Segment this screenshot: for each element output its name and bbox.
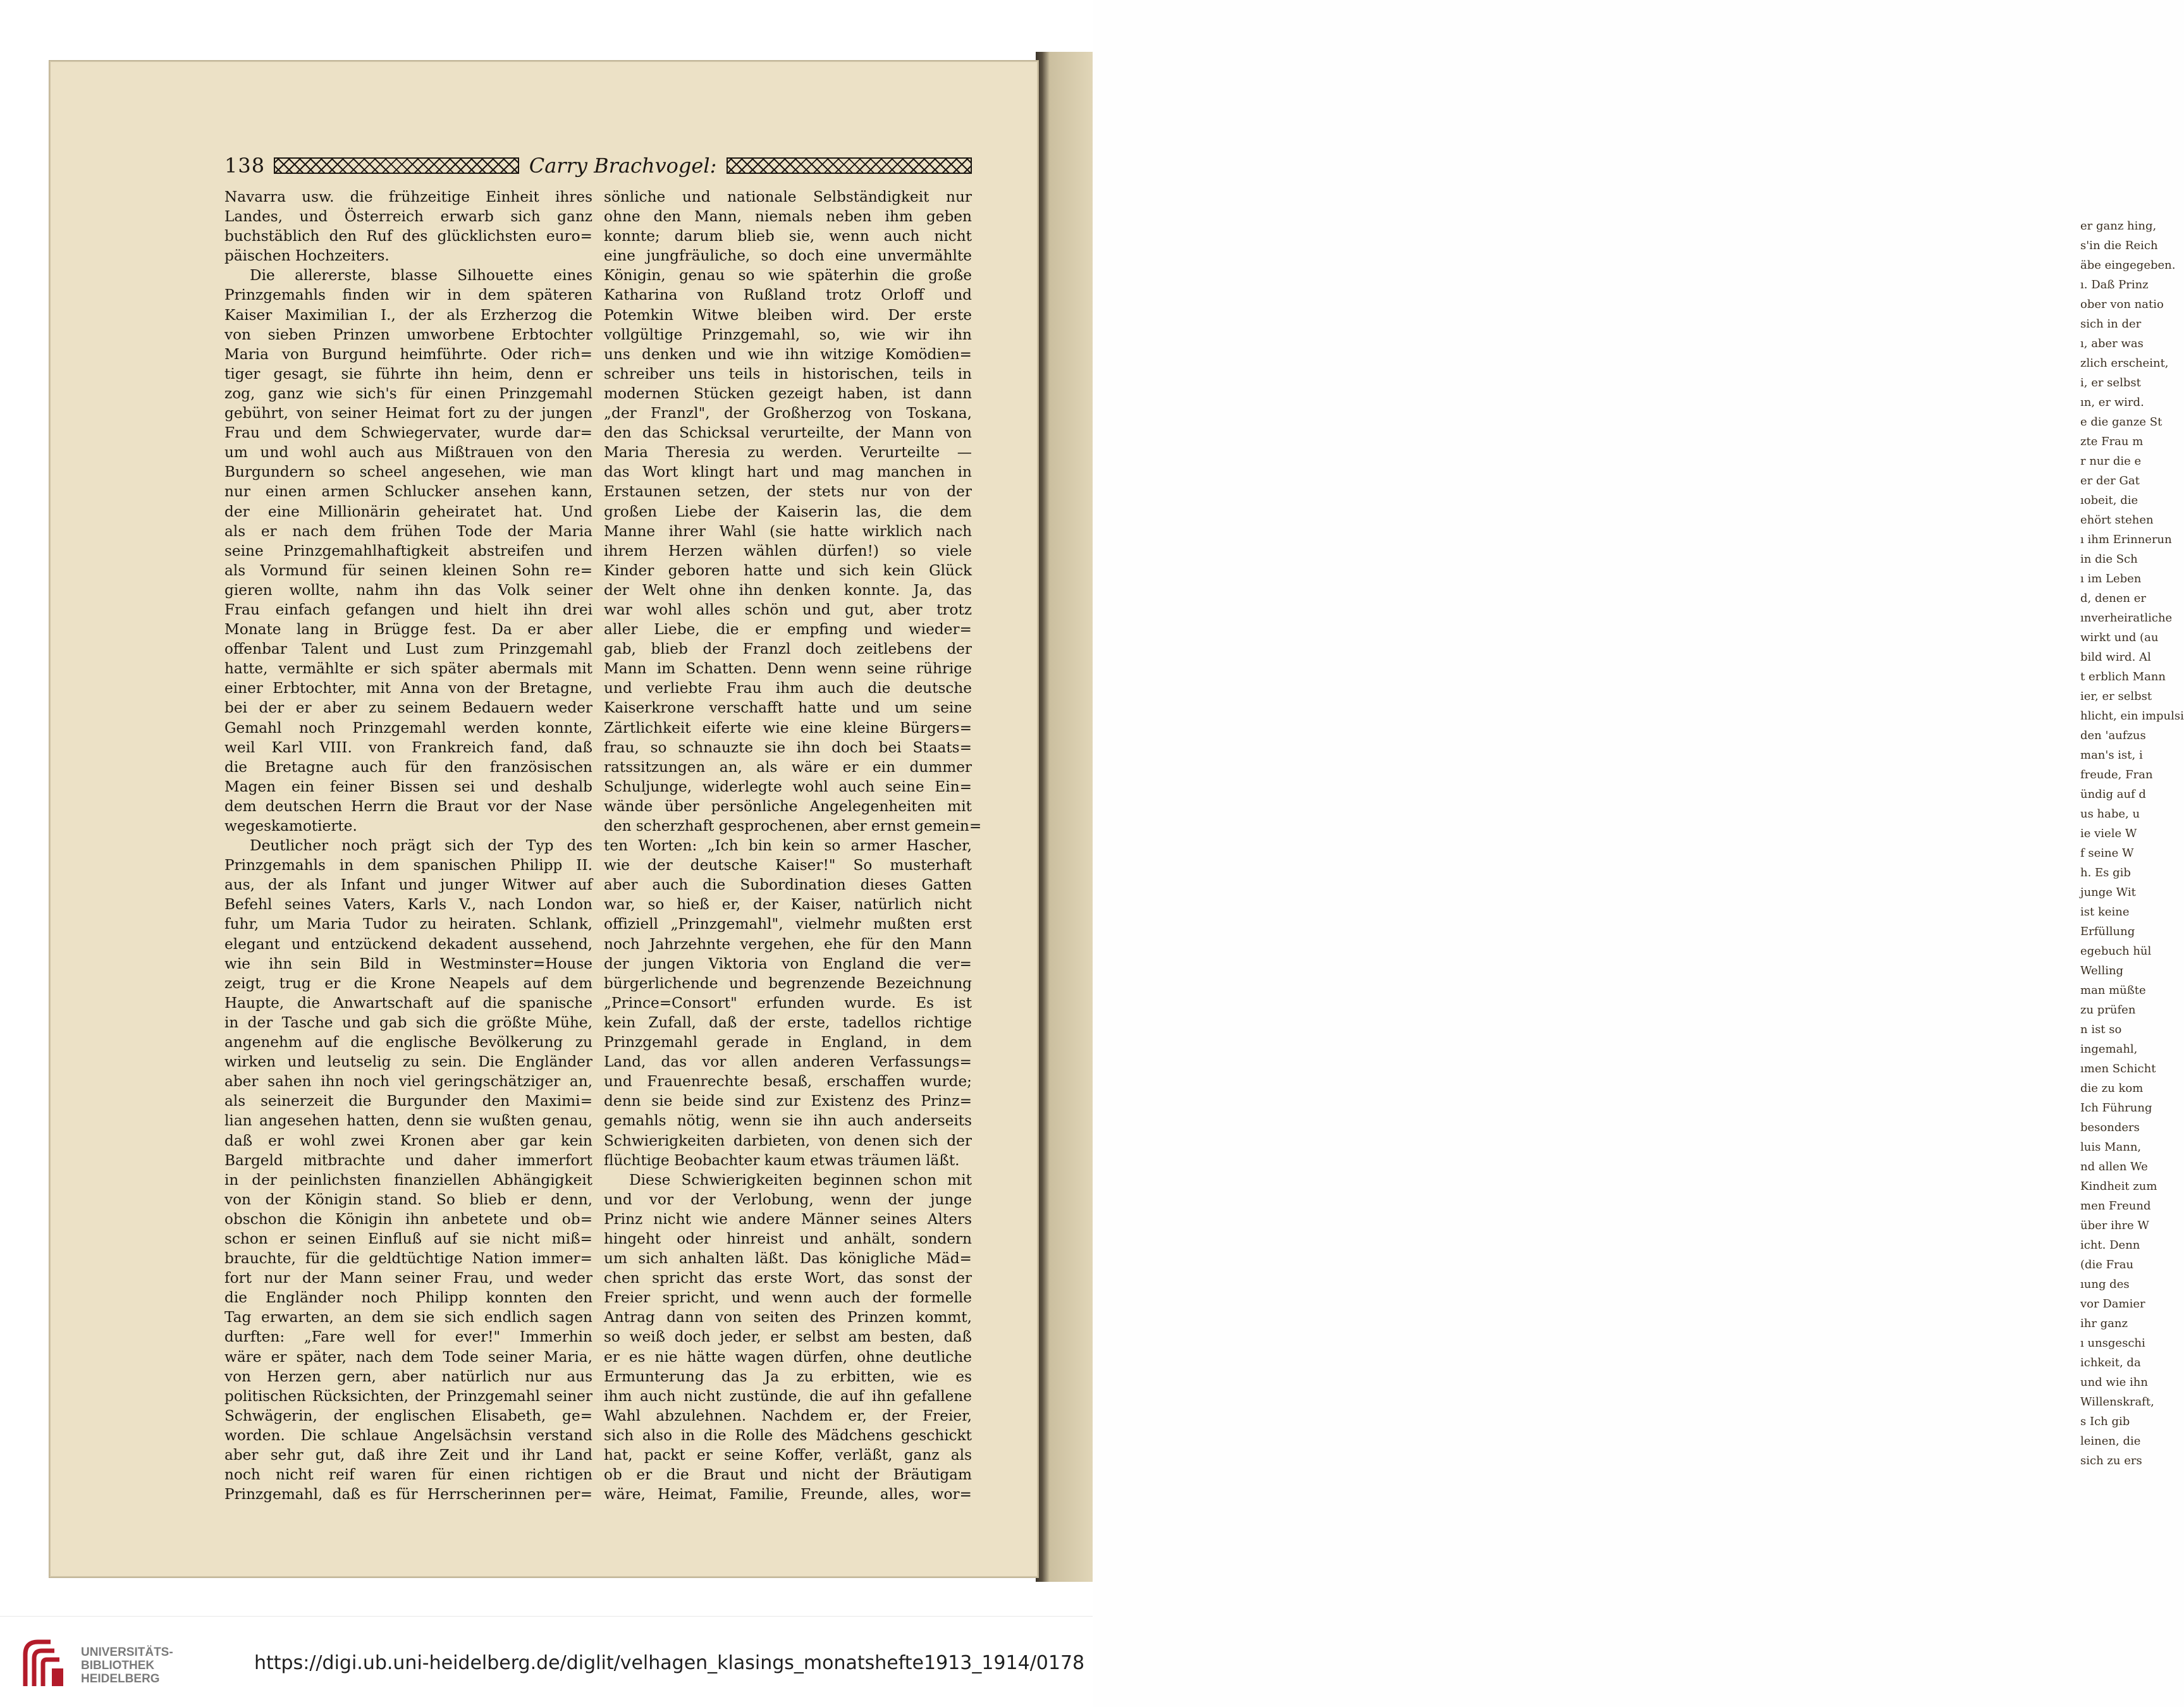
text-line: Frau einfach gefangen und hielt ihn drei — [224, 601, 592, 618]
facing-page-line: Willenskraft, — [2080, 1395, 2154, 1409]
text-line: von sieben Prinzen umworbene Erbtochter — [224, 326, 592, 343]
facing-page-line: t erblich Mann — [2080, 670, 2166, 683]
facing-page-line: ımen Schicht — [2080, 1062, 2156, 1075]
text-line: worden. Die schlaue Angelsächsin verstand — [224, 1426, 592, 1444]
text-line: durften: „Fare well for ever!" Immerhin — [224, 1328, 592, 1346]
text-line: aller Liebe, die er empfing und wieder= — [604, 621, 972, 639]
text-line: er es nie hätte wagen dürfen, ohne deutliche — [604, 1348, 972, 1366]
facing-page-line: freude, Fran — [2080, 768, 2153, 781]
text-line: Schuljunge, widerlegte wohl auch seine Ein= — [604, 778, 972, 795]
text-line: hatte, vermählte er sich später abermals mit — [224, 660, 592, 678]
facing-page-line: leinen, die — [2080, 1435, 2141, 1448]
facing-page-text — [2080, 216, 2184, 1467]
text-line: Kaiser Maximilian I., der als Erzherzog die — [224, 306, 592, 324]
text-line: Kaiserkrone verschafft hatte und um seine — [604, 699, 972, 717]
text-line: um sich anhalten läßt. Das königliche Mäd= — [604, 1250, 972, 1268]
facing-page-line: n ist so — [2080, 1023, 2122, 1036]
text-line: zog, ganz wie sich's für einen Prinzgemahl — [224, 384, 592, 402]
facing-page-line: den 'aufzus — [2080, 729, 2146, 742]
text-line: Prinzgemahls finden wir in dem späteren — [224, 286, 592, 304]
facing-page-line: sich in der — [2080, 317, 2142, 331]
text-line: elegant und entzückend dekadent aussehend, — [224, 935, 592, 953]
text-line: bei der er aber zu seinem Bedauern weder — [224, 699, 592, 717]
university-logo-icon[interactable] — [19, 1636, 70, 1692]
facing-page-line: ı. Daß Prinz — [2080, 278, 2149, 291]
text-line: daß er wohl zwei Kronen aber gar kein — [224, 1132, 592, 1149]
text-line: Land, das vor allen anderen Verfassungs= — [604, 1053, 972, 1071]
text-line: Prinzgemahls in dem spanischen Philipp II. — [224, 857, 592, 874]
facing-page-line: ı ihm Erinnerun — [2080, 533, 2172, 546]
text-line: der jungen Viktoria von England die ver= — [604, 955, 972, 972]
facing-page-line: egebuch hül — [2080, 945, 2152, 958]
text-line: aber sehr gut, daß ihre Zeit und ihr Land — [224, 1447, 592, 1464]
text-line: vollgültige Prinzgemahl, so, wie wir ihn — [604, 326, 972, 343]
text-line: das Wort klingt hart und mag manchen in — [604, 463, 972, 481]
facing-page-line: ehört stehen — [2080, 513, 2154, 527]
facing-page-line: us habe, u — [2080, 807, 2140, 821]
text-line: Burgundern so scheel angesehen, wie man — [224, 463, 592, 481]
text-line: von Herzen gern, aber natürlich nur aus — [224, 1367, 592, 1385]
text-line: Potemkin Witwe bleiben wird. Der erste — [604, 306, 972, 324]
text-line: ohne den Mann, niemals neben ihm geben — [604, 208, 972, 226]
text-line: Maria von Burgund heimführte. Oder rich= — [224, 345, 592, 363]
text-line: wegeskamotierte. — [224, 817, 357, 835]
text-line: als seinerzeit die Burgunder den Maximi= — [224, 1092, 592, 1110]
text-line: Frau und dem Schwiegervater, wurde dar= — [224, 424, 592, 442]
facing-page-line: hlicht, ein impulsi — [2080, 709, 2184, 723]
text-line: wirken und leutselig zu sein. Die Engländer — [224, 1053, 592, 1071]
text-line: aus, der als Infant und junger Witwer auf — [224, 876, 592, 894]
text-line: Zärtlichkeit eiferte wie eine kleine Bürgers= — [604, 719, 972, 737]
text-line: politischen Rücksichten, der Prinzgemahl seiner — [224, 1387, 592, 1405]
text-column-left — [224, 187, 592, 1504]
facing-page-line: Ich Führung — [2080, 1101, 2152, 1115]
text-line: den das Schicksal verurteilte, der Mann von — [604, 424, 972, 442]
facing-page-line: e die ganze St — [2080, 415, 2163, 429]
facing-page-line: ınverheiratliche — [2080, 611, 2173, 625]
text-line: Prinz nicht wie andere Männer seines Alters — [604, 1210, 972, 1228]
facing-page-line: man's ist, i — [2080, 749, 2143, 762]
text-line: wie ihn sein Bild in Westminster=House — [224, 955, 592, 972]
text-line: weil Karl VIII. von Frankreich fand, daß — [224, 738, 592, 756]
text-line: konnte; darum blieb sie, wenn auch nicht — [604, 228, 972, 245]
facing-page-line: Kindheit zum — [2080, 1180, 2157, 1193]
facing-page-line: er ganz hing, — [2080, 219, 2157, 233]
text-line: Katharina von Rußland trotz Orloff und — [604, 286, 972, 304]
institution-line-3: HEIDELBERG — [81, 1672, 160, 1686]
text-line: nur einen armen Schlucker ansehen kann, — [224, 483, 592, 501]
page-header — [224, 152, 972, 180]
text-line: von der Königin stand. So blieb er denn, — [224, 1190, 592, 1208]
text-line: fuhr, um Maria Tudor zu heiraten. Schlank, — [224, 915, 592, 933]
text-line: gab, blieb der Franzl doch zeitlebens der — [604, 640, 972, 658]
facing-page-line: man müßte — [2080, 984, 2146, 997]
text-line: und Frauenrechte besaß, erschaffen wurde; — [604, 1073, 972, 1091]
text-line: modernen Stücken gezeigt haben, ist dann — [604, 384, 972, 402]
facing-page-line: er der Gat — [2080, 474, 2140, 487]
text-line: und vor der Verlobung, wenn der junge — [604, 1190, 972, 1208]
facing-page-line: ihr ganz — [2080, 1317, 2128, 1330]
text-line: Wahl abzulehnen. Nachdem er, der Freier, — [604, 1407, 972, 1424]
text-line: ratssitzungen an, als wäre er ein dummer — [604, 758, 972, 776]
text-line: Freier spricht, und wenn auch der formelle — [604, 1289, 972, 1307]
facing-page-line: ı unsgeschi — [2080, 1337, 2145, 1350]
text-line: Befehl seines Vaters, Karls V., nach London — [224, 896, 592, 914]
facing-page-line: wirkt und (au — [2080, 631, 2159, 644]
text-line: hingeht oder hinreist und anhält, sondern — [604, 1230, 972, 1247]
text-line: in der peinlichsten finanziellen Abhängigkeit — [224, 1171, 592, 1189]
facing-page-line: (die Frau — [2080, 1258, 2134, 1271]
permalink-url[interactable]: https://digi.ub.uni-heidelberg.de/diglit/velhagen_klasings_monatshefte1913_1914/0178 — [254, 1652, 1085, 1674]
text-line: die Bretagne auch für den französischen — [224, 758, 592, 776]
text-line: zeigt, trug er die Krone Neapels auf dem — [224, 974, 592, 992]
text-line: Haupte, die Anwartschaft auf die spanische — [224, 994, 592, 1012]
text-line: Schwierigkeiten darbieten, von denen sich der — [604, 1132, 972, 1149]
text-line: bürgerlichende und begrenzende Bezeichnung — [604, 974, 972, 992]
text-line: Kinder geboren hatte und sich kein Glück — [604, 561, 972, 579]
text-line: ihrem Herzen wählen dürfen!) so viele — [604, 542, 972, 560]
text-line: „Prince=Consort" erfunden wurde. Es ist — [604, 994, 972, 1012]
facing-page-line: ier, er selbst — [2080, 690, 2152, 703]
text-line: Landes, und Österreich erwarb sich ganz — [224, 208, 592, 226]
text-line: Deutlicher noch prägt sich der Typ des — [250, 837, 592, 855]
facing-page-line: ie viele W — [2080, 827, 2137, 840]
text-line: gemahls nötig, wenn sie ihn auch anderseits — [604, 1112, 972, 1130]
facing-page-line: sich zu ers — [2080, 1454, 2142, 1467]
text-line: tiger gesagt, sie führte ihn heim, denn er — [224, 365, 592, 382]
text-line: päischen Hochzeiters. — [224, 247, 390, 265]
text-line: Mann im Schatten. Denn wenn seine rührige — [604, 660, 972, 678]
page-number: 138 — [224, 154, 266, 178]
facing-page-line: ingemahl, — [2080, 1043, 2138, 1056]
text-line: Erstaunen setzen, der stets nur von der — [604, 483, 972, 501]
text-line: Bargeld mitbrachte und daher immerfort — [224, 1151, 592, 1169]
facing-page-line: nd allen We — [2080, 1160, 2148, 1173]
text-line: buchstäblich den Ruf des glücklichsten euro= — [224, 228, 592, 245]
facing-page-line: über ihre W — [2080, 1219, 2149, 1232]
text-line: als er nach dem frühen Tode der Maria — [224, 522, 592, 540]
text-line: der Welt ohne ihn denken konnte. Ja, das — [604, 581, 972, 599]
text-line: eine jungfräuliche, so doch eine unvermählte — [604, 247, 972, 265]
text-line: schon er seinen Einfluß auf sie nicht miß= — [224, 1230, 592, 1247]
text-line: Prinzgemahl gerade in England, in dem — [604, 1034, 972, 1051]
text-line: schreiber uns teils in historischen, teils in — [604, 365, 972, 382]
text-line: Gemahl noch Prinzgemahl werden konnte, — [224, 719, 592, 737]
text-line: Diese Schwierigkeiten beginnen schon mit — [629, 1171, 972, 1189]
text-line: Ermunterung das Ja zu erbitten, wie es — [604, 1367, 972, 1385]
text-line: Tag erwarten, an dem sie sich endlich sagen — [224, 1309, 592, 1326]
text-line: Magen ein feiner Bissen sei und deshalb — [224, 778, 592, 795]
institution-line-1: UNIVERSITÄTS- — [81, 1646, 173, 1659]
text-line: obschon die Königin ihn anbetete und ob= — [224, 1210, 592, 1228]
facing-page-line: i, er selbst — [2080, 376, 2141, 389]
facing-page-line: ıung des — [2080, 1278, 2130, 1291]
text-line: aber sahen ihn noch viel geringschätziger an, — [224, 1073, 592, 1091]
text-line: uns denken und wie ihn witzige Komödien= — [604, 345, 972, 363]
text-line: gebührt, von seiner Heimat fort zu der jungen — [224, 405, 592, 422]
text-line: den scherzhaft gesprochenen, aber ernst gemein= — [604, 817, 982, 835]
text-line: Navarra usw. die frühzeitige Einheit ihres — [224, 188, 592, 205]
text-line: lian angesehen hatten, denn sie wußten genau, — [224, 1112, 592, 1130]
facing-page-line: ist keine — [2080, 905, 2130, 919]
text-line: angenehm auf die englische Bevölkerung zu — [224, 1034, 592, 1051]
text-line: war, so hieß er, der Kaiser, natürlich nicht — [604, 896, 972, 914]
facing-page-line: besonders — [2080, 1121, 2140, 1134]
text-line: aber auch die Subordination dieses Gatten — [604, 876, 972, 894]
facing-page-line: die zu kom — [2080, 1082, 2144, 1095]
text-line: Manne ihrer Wahl (sie hatte wirklich nach — [604, 522, 972, 540]
facing-page-line: ichkeit, da — [2080, 1356, 2141, 1369]
text-line: offiziell „Prinzgemahl", vielmehr mußten erst — [604, 915, 972, 933]
text-line: die Engländer noch Philipp konnten den — [224, 1289, 592, 1307]
text-line: in der Tasche und gab sich die größte Mühe, — [224, 1013, 592, 1031]
facing-page-line: icht. Denn — [2080, 1239, 2140, 1252]
text-line: so weiß doch jeder, er selbst am besten, daß — [604, 1328, 972, 1346]
text-line: sich also in die Rolle des Mädchens geschickt — [604, 1426, 972, 1444]
facing-page-line: ı im Leben — [2080, 572, 2142, 585]
text-line: fort nur der Mann seiner Frau, und weder — [224, 1270, 592, 1287]
text-line: hat, packt er seine Koffer, verläßt, ganz als — [604, 1447, 972, 1464]
text-line: Maria Theresia zu werden. Verurteilte — — [604, 444, 972, 462]
facing-page-line: ı, aber was — [2080, 337, 2144, 350]
text-line: einer Erbtochter, mit Anna von der Bretagne, — [224, 680, 592, 697]
text-line: großen Liebe der Kaiserin las, die dem — [604, 503, 972, 520]
text-line: dem deutschen Herrn die Braut vor der Nase — [224, 797, 592, 815]
facing-page-line: ıobeit, die — [2080, 494, 2138, 507]
facing-page-line: Welling — [2080, 964, 2124, 977]
text-line: flüchtige Beobachter kaum etwas träumen läßt. — [604, 1151, 960, 1169]
facing-page-line: und wie ihn — [2080, 1376, 2148, 1389]
text-line: Prinzgemahl, daß es für Herrscherinnen per= — [224, 1486, 592, 1503]
book-binding — [1036, 52, 2184, 1582]
text-line: als Vormund für seinen kleinen Sohn re= — [224, 561, 592, 579]
text-line: wäre, Heimat, Familie, Freunde, alles, wor= — [604, 1486, 972, 1503]
facing-page-line: zte Frau m — [2080, 435, 2144, 448]
facing-page-line: äbe eingegeben. — [2080, 259, 2176, 272]
text-line: war wohl alles schön und gut, aber trotz — [604, 601, 972, 618]
facing-page-line: d, denen er — [2080, 592, 2146, 605]
facing-page-line: zu prüfen — [2080, 1003, 2136, 1017]
text-line: gieren wollte, nahm ihn das Volk seiner — [224, 581, 592, 599]
text-line: seine Prinzgemahlhaftigkeit abstreifen und — [224, 542, 592, 560]
text-line: Königin, genau so wie späterhin die große — [604, 267, 972, 284]
text-line: frau, so schnauzte sie ihn doch bei Staats= — [604, 738, 972, 756]
text-line: Schwägerin, der englischen Elisabeth, ge= — [224, 1407, 592, 1424]
text-line: noch Jahrzehnte vergehen, ehe für den Mann — [604, 935, 972, 953]
text-line: Antrag dann von seiten des Prinzen kommt, — [604, 1309, 972, 1326]
text-line: der eine Millionärin geheiratet hat. Und — [224, 503, 592, 520]
text-line: ten Worten: „Ich bin kein so armer Hascher, — [604, 837, 972, 855]
text-line: „der Franzl", der Großherzog von Toskana, — [604, 405, 972, 422]
viewer-footer — [0, 1616, 1093, 1707]
running-title: Carry Brachvogel: — [529, 154, 717, 178]
institution-name — [81, 1646, 173, 1686]
text-line: ihm auch nicht zustünde, die auf ihn gefallene — [604, 1387, 972, 1405]
facing-page-line: luis Mann, — [2080, 1141, 2142, 1154]
text-line: sönliche und nationale Selbständigkeit nur — [604, 188, 972, 205]
text-line: denn sie beide sind zur Existenz des Prinz= — [604, 1092, 972, 1110]
text-line: noch nicht reif waren für einen richtigen — [224, 1466, 592, 1484]
text-line: Monate lang in Brügge fest. Da er aber — [224, 621, 592, 639]
facing-page-line: zlich erscheint, — [2080, 357, 2169, 370]
facing-page-line: vor Damier — [2080, 1297, 2145, 1311]
facing-page-line: men Freund — [2080, 1199, 2151, 1213]
facing-page-line: bild wird. Al — [2080, 651, 2151, 664]
text-line: und verliebte Frau ihm auch die deutsche — [604, 680, 972, 697]
facing-page-line: r nur die e — [2080, 455, 2142, 468]
facing-page-line: Erfüllung — [2080, 925, 2135, 938]
facing-page-line: ober von natio — [2080, 298, 2164, 311]
text-line: um und wohl auch aus Mißtrauen von den — [224, 444, 592, 462]
text-line: kein Zufall, daß der erste, tadellos richtige — [604, 1013, 972, 1031]
text-line: wäre er später, nach dem Tode seiner Maria, — [224, 1348, 592, 1366]
text-line: wie der deutsche Kaiser!" So musterhaft — [604, 857, 972, 874]
facing-page-line: s Ich gib — [2080, 1415, 2130, 1428]
facing-page-line: s'in die Reich — [2080, 239, 2158, 252]
text-line: chen spricht das erste Wort, das sonst der — [604, 1270, 972, 1287]
text-line: offenbar Talent und Lust zum Prinzgemahl — [224, 640, 592, 658]
facing-page-line: h. Es gib — [2080, 866, 2131, 879]
facing-page-line: ın, er wird. — [2080, 396, 2144, 409]
institution-line-2: BIBLIOTHEK — [81, 1659, 155, 1672]
header-ornament-right — [727, 157, 972, 174]
facing-page-line: junge Wit — [2080, 886, 2136, 899]
text-line: brauchte, für die geldtüchtige Nation immer= — [224, 1250, 592, 1268]
text-line: Die allererste, blasse Silhouette eines — [250, 267, 592, 284]
facing-page-line: in die Sch — [2080, 553, 2138, 566]
text-column-right — [604, 187, 982, 1504]
facing-page-line: f seine W — [2080, 847, 2134, 860]
text-line: ob er die Braut und nicht der Bräutigam — [604, 1466, 972, 1484]
header-ornament-left — [274, 157, 519, 174]
text-line: wände über persönliche Angelegenheiten mit — [604, 797, 972, 815]
facing-page-line: ündig auf d — [2080, 788, 2146, 801]
